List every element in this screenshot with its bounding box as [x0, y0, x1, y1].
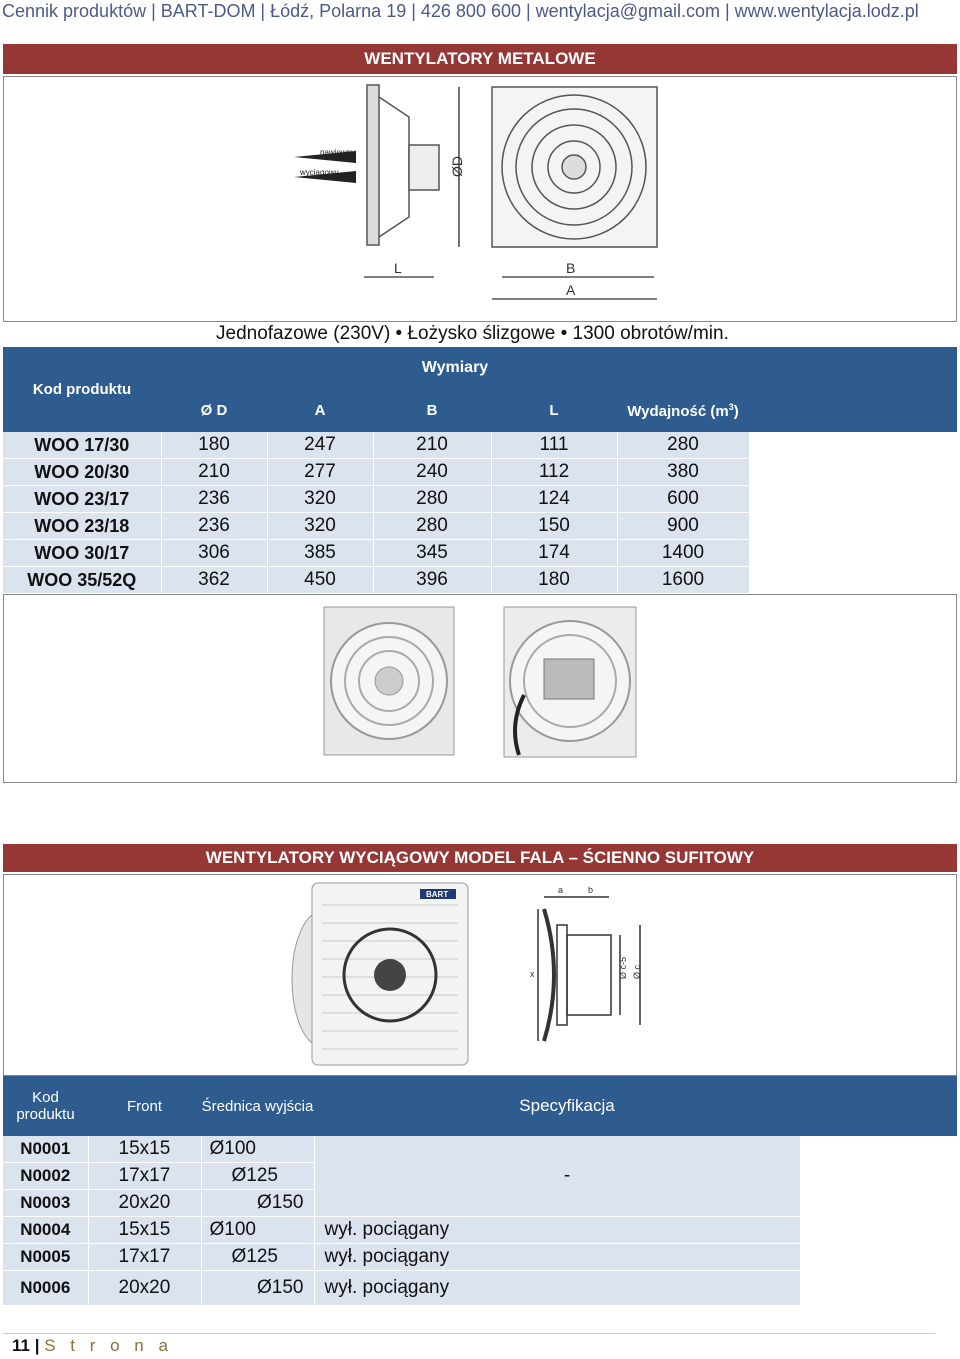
- bart-logo: BART: [426, 890, 449, 899]
- label-wyciagowy: wyciągowy: [300, 168, 339, 177]
- label-l: L: [394, 260, 402, 276]
- col-header-l: L: [549, 402, 559, 419]
- table-row: N0001 15x15 Ø100 -: [3, 1136, 957, 1163]
- table-row: N0003 20x20 Ø150: [3, 1190, 957, 1217]
- fan-photo-front: [324, 607, 454, 755]
- label-nawiewny: nawiewny: [320, 148, 356, 157]
- page-label: S t r o n a: [44, 1336, 173, 1355]
- label-od: ØD: [449, 156, 465, 177]
- table-row: WOO 17/30 180 247 210 111 280: [3, 432, 957, 459]
- page-header: Cennik produktów | BART-DOM | Łódź, Polarna 19 | 426 800 600 | wentylacja@gmail.com | www.wentylacja.lodz.pl: [2, 1, 919, 21]
- col-header-code: Kod produktu: [32, 381, 132, 398]
- table-row: WOO 23/18 236 320 280 150 900: [3, 513, 957, 540]
- col-header-diameter: Średnica wyjścia: [201, 1076, 314, 1136]
- label-a: A: [566, 282, 576, 298]
- metal-fan-diagram-box: [3, 76, 957, 322]
- table-row: WOO 23/17 236 320 280 124 600: [3, 486, 957, 513]
- label-b: B: [566, 260, 576, 276]
- spec-dash: -: [314, 1136, 800, 1217]
- col-header-wymiary: Wymiary: [421, 359, 489, 376]
- table-row: N0002 17x17 Ø125: [3, 1163, 957, 1190]
- col-header-front: Front: [88, 1076, 201, 1136]
- table-row: WOO 35/52Q 362 450 396 180 1600: [3, 567, 957, 594]
- label-b-small: b: [588, 885, 594, 895]
- fan-photo-back: [504, 607, 636, 757]
- table-row: N0004 15x15 Ø100 wył. pociągany: [3, 1217, 957, 1244]
- col-header-d: Ø D: [200, 402, 228, 419]
- col-header-a: A: [314, 402, 326, 419]
- metal-fan-photos-box: [3, 594, 957, 783]
- metal-fan-photos: [4, 595, 956, 782]
- col-header-code: Kod produktu: [3, 1076, 88, 1136]
- page-number: 11: [12, 1336, 30, 1355]
- table-row: N0005 17x17 Ø125 wył. pociągany: [3, 1244, 957, 1271]
- fala-fan-photo: [292, 883, 468, 1065]
- label-oc: Ø c: [632, 964, 642, 979]
- metal-fans-table: [3, 347, 957, 594]
- spec-line: Jednofazowe (230V) • Łożysko ślizgowe • 1300 obrotów/min.: [216, 323, 729, 344]
- page-footer: 11 | S t r o n a: [12, 1336, 173, 1355]
- fala-fans-table: [3, 1076, 957, 1306]
- col-header-spec: Specyfikacja: [314, 1076, 800, 1136]
- table-row: WOO 30/17 306 385 345 174 1400: [3, 540, 957, 567]
- fala-fan-box: [3, 874, 957, 1076]
- section-title-fala-fans: WENTYLATORY WYCIĄGOWY MODEL FALA – ŚCIENNO SUFITOWY: [3, 844, 957, 872]
- label-x: x: [530, 969, 535, 979]
- table-row: N0006 20x20 Ø150 wył. pociągany: [3, 1271, 957, 1306]
- col-header-b: B: [426, 402, 438, 419]
- table-row: WOO 20/30 210 277 240 112 380: [3, 459, 957, 486]
- metal-fan-diagram: [4, 77, 956, 321]
- label-a-small: a: [558, 885, 564, 895]
- col-header-wydajnosc: Wydajność $(m^3)$: [627, 401, 739, 420]
- section-title-metal-fans: WENTYLATORY METALOWE: [3, 44, 957, 74]
- footer-divider: [3, 1333, 935, 1334]
- fala-fan-images: [4, 875, 956, 1075]
- label-oc5: Ø c-5: [618, 956, 628, 979]
